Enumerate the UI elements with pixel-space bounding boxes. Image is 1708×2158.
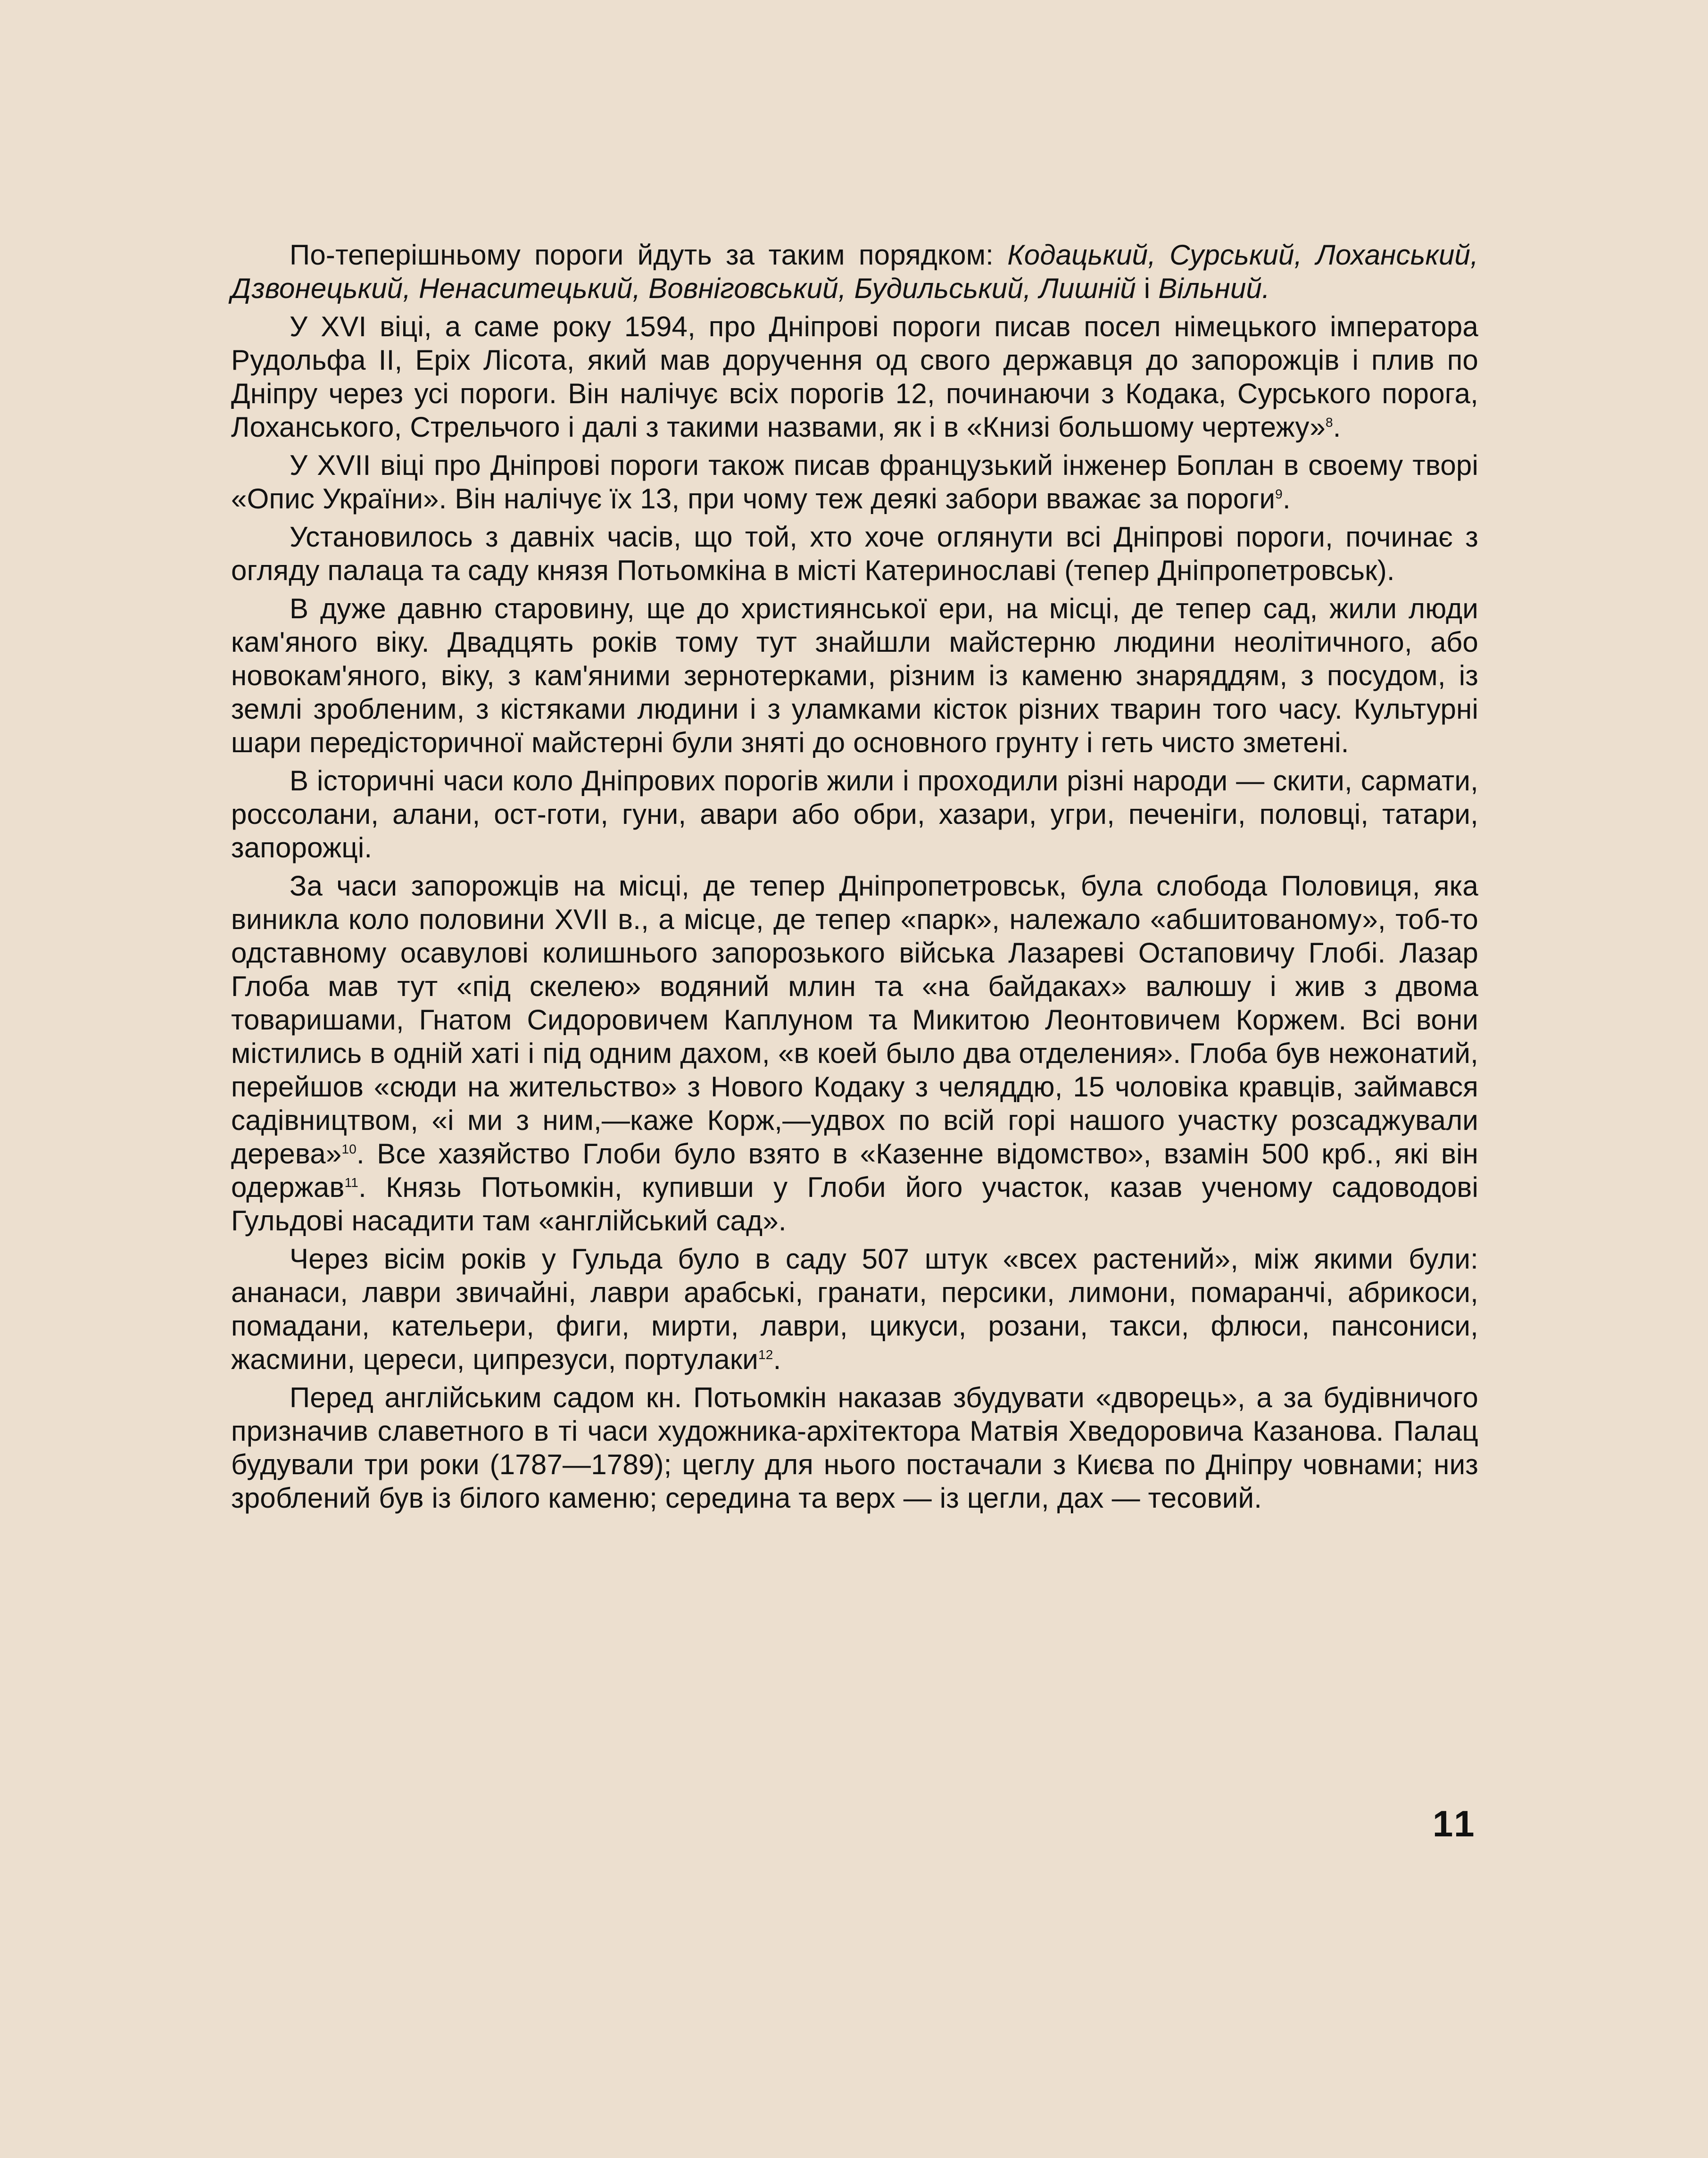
paragraph-text: і xyxy=(1136,273,1159,304)
paragraph-text: Установилось з давніх часів, що той, хто хоче оглянути всі Дніпрові пороги, починає з огляду палаца та саду князя Потьомкіна в місті Катеринославі (тепер Дніпропетровськ). xyxy=(231,521,1478,586)
footnote-marker: 10 xyxy=(341,1142,357,1156)
paragraph-tradition xyxy=(231,520,1478,587)
paragraph-text: За часи запорожців на місці, де тепер Дніпропетровськ, була слобода Половиця, яка виникла коло половини XVII в., а місце, де тепер «парк», належало «абшитованому», тоб-то одставному осавулові колишнього запорозького війська Лазареві Остаповичу Глобі. Лазар Глоба мав тут «під скелею» водяний млин та «на байдаках» валюшу і жив з двома товаришами, Гнатом Сидоровичем Каплуном та Микитою Леонтовичем Коржем. Всі вони містились в одній хаті і під одним дахом, «в коей было два отделения». Глоба був нежонатий, перейшов «сюди на жительство» з Нового Кодаку з челяддю, 15 чоловіка кравців, займався садівництвом, «і ми з ним,—каже Корж,—удвох по всій горі нашого участку розсаджували дерева» xyxy=(231,870,1478,1170)
paragraph-cossack-times xyxy=(231,869,1478,1237)
page-number: 11 xyxy=(1433,1803,1477,1844)
paragraph-text: У XVII віці про Дніпрові пороги також писав французький інженер Боплан в своему творі «Опис України». Він налічує їх 13, при чому теж деякі забори вважає за пороги xyxy=(231,449,1478,515)
paragraph-beauplan xyxy=(231,448,1478,515)
paragraph-garden-plants xyxy=(231,1242,1478,1376)
footnote-marker: 8 xyxy=(1326,415,1333,430)
paragraph-text: . xyxy=(1333,411,1341,443)
paragraph-text: Через вісім років у Гульда було в саду 507 штук «всех растений», між якими були: ананаси, лаври звичайні, лаври арабські, гранати, персики, лимони, помаранчі, абрикоси, помадани, кательери, фиги, мирти, лаври, цикуси, розани, такси, флюси, пансониси, жасмини, цереси, ципрезуси, портулаки xyxy=(231,1243,1478,1375)
paragraph-text: В дуже давню старовину, ще до християнської ери, на місці, де тепер сад, жили люди кам'яного віку. Двадцять років тому тут знайшли майстерню людини неолітичного, або новокам'яного, віку, з кам'яними зернотерками, різним із каменю знаряддям, з посудом, із землі зробленим, з кістяками людини і з уламками кісток різних тварин того часу. Культурні шари передісторичної майстерні були зняті до основного грунту і геть чисто зметені. xyxy=(231,593,1478,758)
paragraph-text: . Князь Потьомкін, купивши у Глоби його участок, казав ученому садоводові Гульдові насадити там «англійський сад». xyxy=(231,1171,1478,1237)
paragraph-text: В історичні часи коло Дніпрових порогів жили і проходили різні народи — скити, сармати, россолани, алани, ост-готи, гуни, авари або обри, хазари, угри, печеніги, половці, татари, запорожці. xyxy=(231,765,1478,863)
rapids-names-italic: Кодацький, Сурський, Лоханський, Дзвонецький, Ненаситецький, Вовніговський, Будильський, Лишній xyxy=(231,239,1478,304)
paragraph-text: По-теперішньому пороги йдуть за таким порядком: xyxy=(290,239,1008,271)
paragraph-palace xyxy=(231,1381,1478,1515)
paragraph-lassota xyxy=(231,310,1478,444)
paragraph-stone-age xyxy=(231,592,1478,759)
footnote-marker: 12 xyxy=(758,1347,773,1362)
paragraph-peoples xyxy=(231,764,1478,864)
paragraph-text: Перед англійським садом кн. Потьомкін наказав збудувати «дворець», а за будівничого призначив славетного в ті часи художника-архітектора Матвія Хведоровича Казанова. Палац будували три роки (1787—1789); цеглу для нього постачали з Києва по Дніпру човнами; низ зроблений був із білого каменю; середина та верх — із цегли, дах — тесовий. xyxy=(231,1382,1478,1514)
footnote-marker: 11 xyxy=(344,1175,359,1190)
rapids-name-italic: Вільний. xyxy=(1158,273,1270,304)
paragraph-rapids-order xyxy=(231,238,1478,305)
page-body xyxy=(231,238,1478,1519)
paragraph-text: . xyxy=(1282,483,1291,515)
footnote-marker: 9 xyxy=(1275,487,1283,501)
paragraph-text: . xyxy=(773,1344,781,1375)
paragraph-text: . Все хазяйство Глоби було взято в «Казенне відомство», взамін 500 крб., які він одержав xyxy=(231,1138,1478,1203)
paragraph-text: У XVI віці, а саме року 1594, про Дніпрові пороги писав посел німецького імператора Рудольфа II, Еріх Лісота, який мав доручення од свого державця до запорожців і плив по Дніпру через усі пороги. Він налічує всіх порогів 12, починаючи з Кодака, Сурського порога, Лоханського, Стрельчого і далі з такими назвами, як і в «Книзі большому чертежу» xyxy=(231,311,1478,443)
